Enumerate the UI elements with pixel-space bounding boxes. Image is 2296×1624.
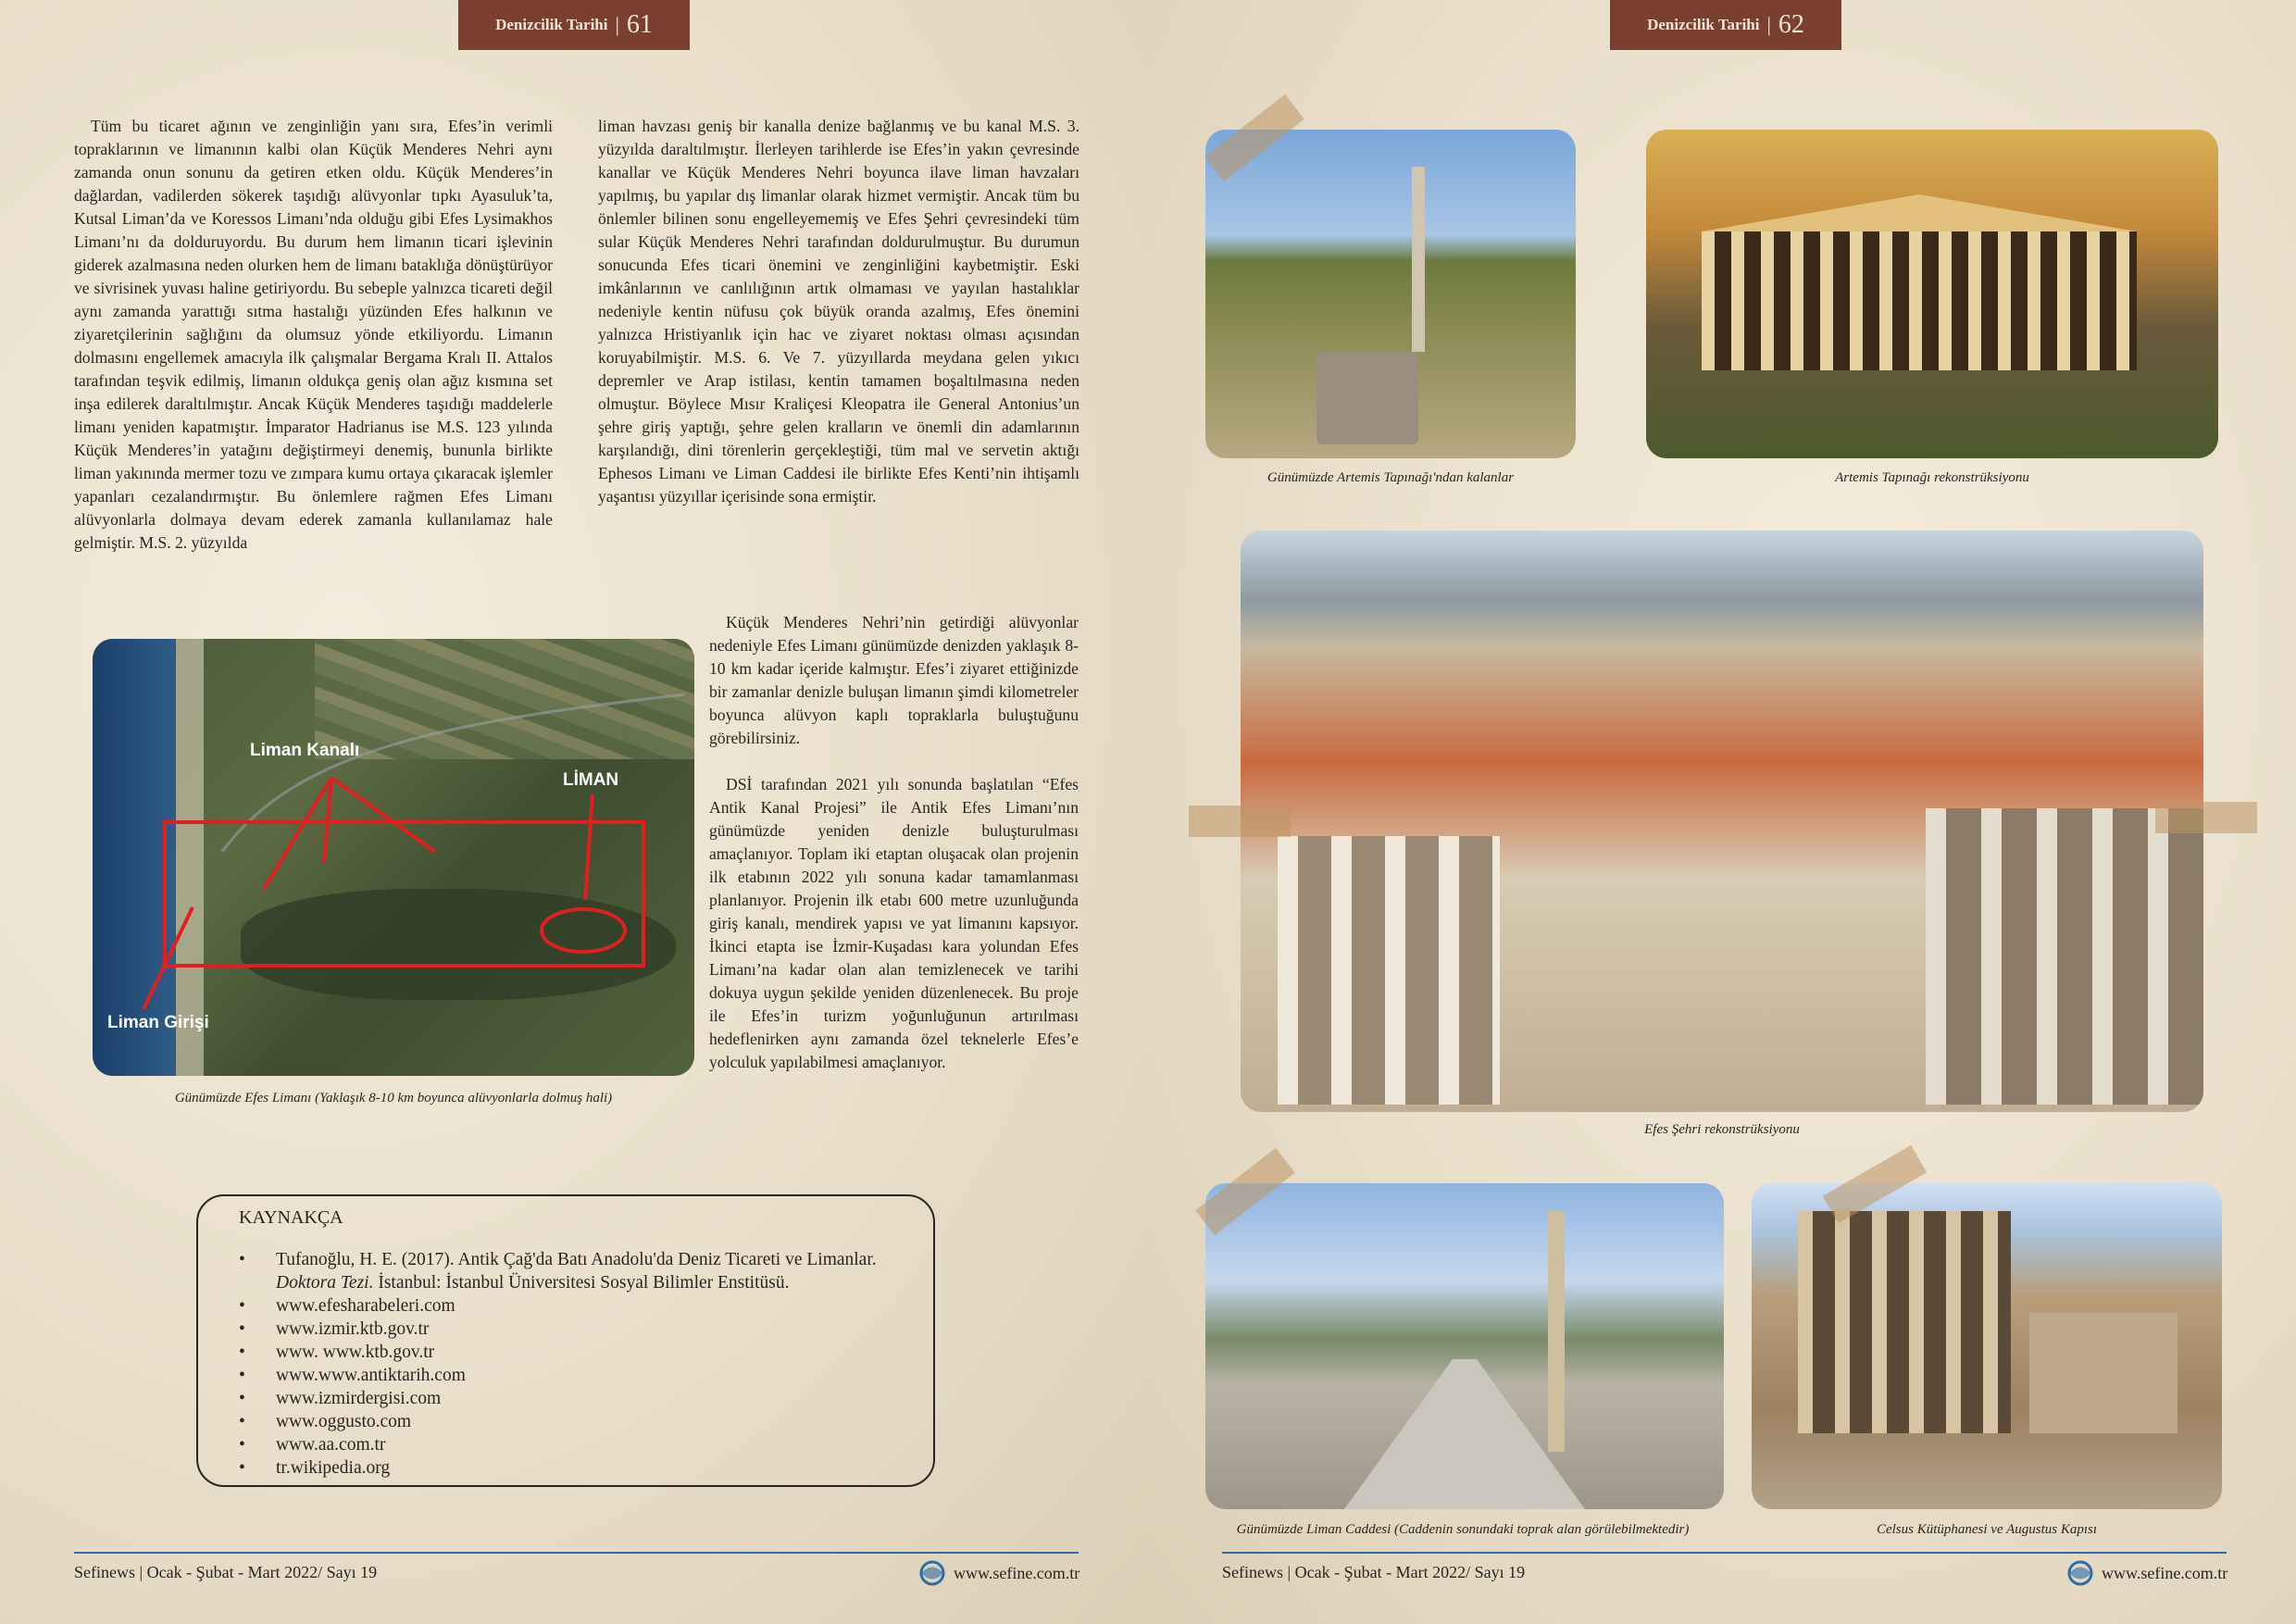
artemis-ruins-photo: [1205, 130, 1576, 458]
section-tab-right: [1610, 0, 1841, 50]
footer-website[interactable]: [917, 1559, 1079, 1587]
temple-colonnade: [1702, 231, 2137, 370]
footer-separator: |: [1287, 1563, 1292, 1581]
efes-city-reconstruction-photo: [1241, 531, 2203, 1112]
section-tab-left: [458, 0, 690, 50]
harbor-street-photo: [1205, 1183, 1724, 1509]
harbor-street-caption: Günümüzde Liman Caddesi (Caddenin sonundaki toprak alan görülebilmektedir): [1236, 1522, 1690, 1537]
reference-link[interactable]: • www.efesharabeleri.com: [239, 1294, 924, 1318]
map-label-canal: Liman Kanalı: [250, 741, 360, 760]
colonnade-right: [1926, 808, 2203, 1105]
column-shape: [1412, 167, 1425, 352]
satellite-map-image: [93, 639, 694, 1076]
footer-website[interactable]: [2065, 1559, 2227, 1587]
references-title: KAYNAKÇA: [239, 1207, 343, 1228]
section-title: Denizcilik Tarihi: [495, 16, 608, 33]
reference-link[interactable]: • tr.wikipedia.org: [239, 1456, 924, 1480]
issue-info: Ocak - Şubat - Mart 2022/ Sayı 19: [1294, 1563, 1526, 1581]
section-title: Denizcilik Tarihi: [1647, 16, 1760, 33]
website-url[interactable]: www.sefine.com.tr: [954, 1563, 1080, 1582]
article-column-1: [74, 115, 553, 555]
footer-issue: [1222, 1563, 1525, 1582]
right-page: [1148, 0, 2296, 1624]
reference-text: İstanbul: İstanbul Üniversitesi Sosyal Bilimler Enstitüsü.: [378, 1273, 790, 1293]
issue-info: Ocak - Şubat - Mart 2022/ Sayı 19: [146, 1563, 378, 1581]
map-label-port: LİMAN: [563, 770, 619, 790]
map-label-entrance: Liman Girişi: [107, 1013, 209, 1032]
footer-separator: |: [139, 1563, 144, 1581]
page-number: 62: [1778, 10, 1804, 39]
sefine-logo-icon: [2065, 1559, 2096, 1587]
library-facade: [1798, 1211, 2011, 1433]
website-url[interactable]: www.sefine.com.tr: [2102, 1563, 2228, 1582]
tab-separator: |: [615, 13, 619, 36]
reference-italic: Doktora Tezi.: [276, 1273, 374, 1293]
reference-link[interactable]: • www.aa.com.tr: [239, 1433, 924, 1456]
reference-link[interactable]: • www.www.antiktarih.com: [239, 1364, 924, 1387]
artemis-reconstruction-photo: [1646, 130, 2218, 458]
colonnade-left: [1278, 836, 1500, 1105]
magazine-name: Sefinews: [74, 1563, 135, 1581]
celsus-caption: Celsus Kütüphanesi ve Augustus Kapısı: [1876, 1522, 2098, 1537]
photo-tape: [2155, 802, 2257, 833]
paragraph: liman havzası geniş bir kanalla denize bağlanmış ve bu kanal M.S. 3. yüzyılda daraltılmıştır. İlerleyen tarihlerde ise Efes’in yakın çevresinde kanallar ve Küçük Menderes Nehri boyunca ilave liman havzaları yapılmış, bu yapılar dış limanlar olarak hizmet vermiştir. Ancak tüm bu önlemler bilinen sonu engelleyememiş ve Efes Şehri çevresindeki tüm sular Küçük Menderes Nehri tarafından doldurulmuştur. Bu durumun sonucunda Efes ticari önemini ve zenginliğini kaybetmiştir. Eski imkânlarının ve canlılığının artık olmaması ve yayılan hastalıklar nedeniyle kentin nüfusu çok büyük oranda azalmış, Efes önemini yalnızca Hristiyanlık için hac ve ziyaret noktası olması açısından koruyabilmiştir. M.S. 6. Ve 7. yüzyıllarda meydana gelen yıkıcı depremler ve Arap istilası, kentin tamamen boşaltılmasına neden olmuştur. Böylece Mısır Kraliçesi Kleopatra ile General Antonius’un şehre giriş yaptığı, şehre gelen kralların ve önemli din adamlarının karşılandığı, dini törenlerin gerçekleştiği, tüm mal ve servetin aktığı Ephesos Limanı ve Liman Caddesi ile birlikte Efes Kenti’nin ihtişamlı yaşantısı yüzyıllar içerisinde sona ermiştir.: [598, 117, 1079, 506]
column-shape: [1548, 1211, 1565, 1452]
footer-rule: [74, 1552, 1079, 1554]
reference-text: Tufanoğlu, H. E. (2017). Antik Çağ'da Batı Anadolu'da Deniz Ticareti ve Limanlar.: [276, 1250, 877, 1269]
photo-tape: [1189, 806, 1291, 837]
reference-item: [239, 1248, 924, 1294]
paragraph: Tüm bu ticaret ağının ve zenginliğin yanı sıra, Efes’in verimli topraklarının ve limanının kalbi olan Küçük Menderes Nehri aynı zamanda onun sonunu da getiren etken oldu. Küçük Menderes’in dağlardan, vadilerden sökerek taşıdığı alüvyonlar tıpkı Ayasuluk’ta, Kutsal Liman’da ve Koressos Limanı’nda olduğu gibi Efes Lysimakhos Limanı’nı da dolduruyordu. Bu durum hem limanın ticari işlevinin giderek azalmasına neden olurken hem de limanı bataklığa dönüştürüyor ve sivrisinek yuvası haline getiriyordu. Bu sebeple yalnızca ticareti değil aynı zamanda yarattığı sıtma hastalığı yüzünden Efes halkının ve ziyaretçilerinin sağlığını da olumsuz yönde etkiliyordu. Limanın dolmasını engellemek amacıyla ilk çalışmalar Bergama Kralı II. Attalos tarafından teşvik edilmiş, limanın oldukça geniş olan ağız kısmına set inşa edilerek daraltılmıştır. Ancak Küçük Menderes taşıdığı maddelerle limanı yeniden kapatmıştır. İmparator Hadrianus ise M.S. 123 yılında Küçük Menderes’in yatağını değiştirmeyi denemiş, bununla birlikte liman yakınında mermer tozu ve zımpara kumu ortaya çıkaracak işlemler yapanları cezalandırmıştır. Bu önlemlere rağmen Efes Limanı alüvyonlarla dolmaya devam ederek zamanla kullanılamaz hale gelmiştir. M.S. 2. yüzyılda: [74, 117, 553, 552]
paragraph: DSİ tarafından 2021 yılı sonunda başlatılan “Efes Antik Kanal Projesi” ile Antik Efes Limanı’nın günümüzde yeniden denizle buluşturulması amaçlanıyor. Toplam iki etaptan oluşacak olan projenin ilk etabının 2022 yılı sonuna kadar tamamlanması planlanıyor. Projenin ilk etabı 600 metre uzunluğunda giriş kanalı, mendirek yapısı ve yat limanını kapsıyor. İkinci etapta ise İzmir-Kuşadası kara yolundan Efes Limanı’na kadar olan alan temizlenecek ve tarihi dokuya uygun şekilde yeniden düzenlenecek. Bu proje ile Efes’in turizm yoğunluğunun artırılması hedeflenirken aynı zamanda özel teknelerle Efes’e yolculuk yapılabilmesi amaçlanıyor.: [709, 775, 1079, 1071]
reference-link[interactable]: • www.oggusto.com: [239, 1410, 924, 1433]
magazine-name: Sefinews: [1222, 1563, 1283, 1581]
ruin-stones: [1316, 352, 1418, 444]
map-overlay: [93, 639, 694, 1076]
references-box: [196, 1194, 935, 1487]
artemis-ruins-caption: Günümüzde Artemis Tapınağı'ndan kalanlar: [1267, 470, 1515, 485]
paragraph: Küçük Menderes Nehri’nin getirdiği alüvyonlar nedeniyle Efes Limanı günümüzde denizden yaklaşık 8-10 km kadar içeride kalmıştır. Efes’i ziyaret ettiğinizde bir zamanlar denizle buluşan limanın şimdi kilometreler boyunca alüvyon kaplı topraklarla buluştuğunu görebilirsiniz.: [709, 613, 1079, 747]
map-caption: Günümüzde Efes Limanı (Yaklaşık 8-10 km boyunca alüvyonlarla dolmuş hali): [174, 1091, 613, 1106]
tab-separator: |: [1766, 13, 1771, 36]
sefine-logo-icon: [917, 1559, 948, 1587]
reference-link[interactable]: • www. www.ktb.gov.tr: [239, 1341, 924, 1364]
reference-link[interactable]: • www.izmirdergisi.com: [239, 1387, 924, 1410]
footer-rule: [1222, 1552, 2227, 1554]
celsus-library-photo: [1752, 1183, 2222, 1509]
city-reconstruction-caption: Efes Şehri rekonstrüksiyonu: [1644, 1122, 1800, 1137]
augustus-gate: [2029, 1313, 2177, 1433]
article-column-3: [709, 611, 1079, 1074]
page-number: 61: [626, 10, 653, 39]
reference-link[interactable]: • www.izmir.ktb.gov.tr: [239, 1318, 924, 1341]
footer-issue: [74, 1563, 377, 1582]
temple-pediment: [1702, 194, 2137, 231]
article-column-2: [598, 115, 1079, 508]
artemis-reconstruction-caption: Artemis Tapınağı rekonstrüksiyonu: [1835, 470, 2029, 485]
references-list: [239, 1248, 924, 1480]
